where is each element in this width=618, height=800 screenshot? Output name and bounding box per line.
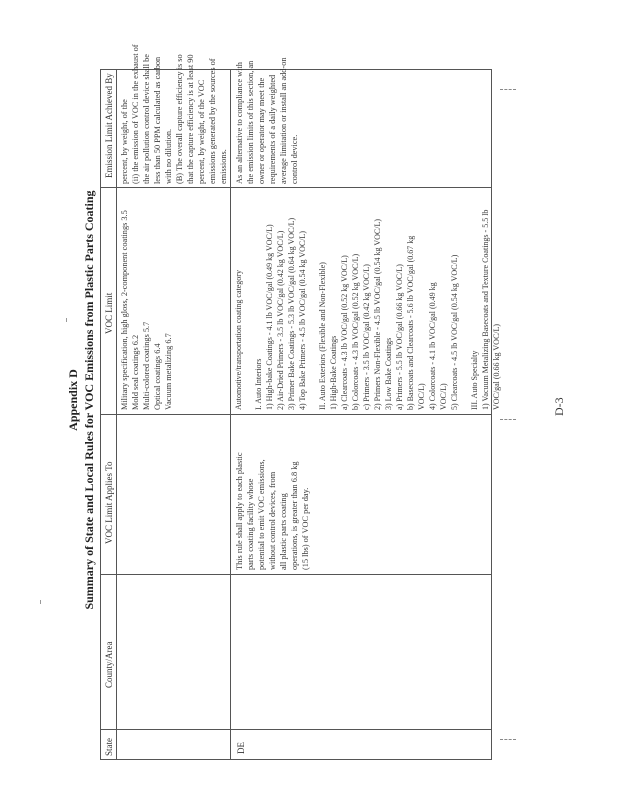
- page-number: D-3: [552, 397, 566, 416]
- table-bottom-border: [491, 70, 492, 760]
- col-border-2: [100, 574, 492, 575]
- list-item: VOC/gal (0.66 kg VOC/L): [492, 323, 501, 410]
- header-county: County/Area: [104, 641, 114, 688]
- list-item: 1) Vacuum Metalizing Basecoats and Texture Coatings - 5.5 lb: [481, 209, 490, 410]
- scan-mark: [500, 739, 516, 740]
- list-item: all plastic parts coating: [279, 493, 288, 570]
- list-item: requirements of a daily weighted: [268, 74, 277, 184]
- list-item: II. Auto Exteriors (Flexible and Non-Flexible): [318, 262, 327, 410]
- list-item: emissions.: [219, 149, 228, 184]
- list-item: with no dilution.: [164, 128, 173, 184]
- list-item: (ii) the emission of VOC in the exhaust of: [131, 44, 140, 184]
- list-item: without control devices, from: [268, 471, 277, 570]
- list-item: less than 50 PPM calculated as carbon: [153, 56, 162, 184]
- list-item: 3) Low Bake Coatings: [384, 337, 393, 410]
- list-item: average limitation or install an add-on: [279, 57, 288, 184]
- appendix-heading: Appendix D: [66, 369, 80, 431]
- list-item: 1) High-bake Coatings - 4.1 lb VOC/gal (0.49 kg VOC/L): [265, 224, 274, 410]
- list-item: a) Clearcoats - 4.3 lb VOC/gal (0.52 kg VOC/L): [340, 255, 349, 410]
- header-emission-limit: Emission Limit Achieved By: [104, 73, 114, 178]
- list-item: 1) High-Bake Coatings: [329, 335, 338, 410]
- list-item: parts coating facility whose: [246, 478, 255, 570]
- list-item: operations, is greater than 6.8 kg: [290, 461, 299, 570]
- spacer: [461, 210, 470, 410]
- list-item: VOC/L): [417, 383, 426, 410]
- list-item: c) Primers - 3.5 lb VOC/gal (0.42 kg VOC/L): [362, 264, 371, 410]
- list-item: 2) Primers Non-Flexible - 4.5 lb VOC/gal (0.54 kg VOC/L): [373, 218, 382, 410]
- list-item: I. Auto Interiors: [254, 358, 263, 410]
- list-item: percent, by weight, of the: [120, 99, 129, 184]
- top-row-voc-limits: [119, 210, 174, 410]
- list-item: control device.: [290, 134, 299, 184]
- list-item: that the capture efficiency is at least 90: [186, 54, 195, 184]
- list-item: 4) Top Bake Primers - 4.5 lb VOC/gal (0.54 kg VOC/L): [298, 231, 307, 410]
- col-border-1: [100, 729, 492, 730]
- list-item: Mold seal coatings 6.2: [131, 334, 140, 410]
- col-border-0: [100, 759, 492, 760]
- spacer: [309, 210, 318, 410]
- list-item: b) Basecoats and Clearcoats - 5.6 lb VOC/gal (0.67 kg: [406, 235, 415, 410]
- list-item: the air pollution control device shall be: [142, 54, 151, 184]
- scan-mark: [500, 89, 516, 90]
- list-item: (15 lbs) of VOC per day.: [301, 487, 310, 570]
- list-item: This rule shall apply to each plastic: [235, 452, 244, 570]
- list-item: As an alternative to compliance with: [235, 62, 244, 184]
- list-item: (B) The overall capture efficiency is so: [175, 54, 184, 184]
- scan-mark: [500, 419, 516, 420]
- de-applies-to: [234, 452, 311, 570]
- header-separator: [116, 70, 117, 760]
- table-top-border: [100, 70, 101, 760]
- list-item: emissions generated by the sources of: [208, 58, 217, 184]
- col-border-4: [100, 187, 492, 188]
- list-item: 3) Primer Bake Coatings - 5.3 lb VOC/gal (0.64 kg VOC/L): [287, 217, 296, 410]
- row-separator: [230, 70, 231, 760]
- spacer: [245, 210, 254, 410]
- de-emission: [234, 58, 300, 185]
- list-item: Vacuum metalizing 6.7: [164, 333, 173, 410]
- list-item: III. Auto Specialty: [470, 350, 479, 410]
- scan-speck: [66, 318, 67, 322]
- state-cell-de: DE: [236, 742, 246, 754]
- list-item: Multi-colored coatings 5.7: [142, 321, 151, 410]
- list-item: b) Colorcoats - 4.3 lb VOC/gal (0.52 kg VOC/L): [351, 253, 360, 410]
- de-voc-limits: [234, 210, 503, 410]
- document-title: Summary of State and Local Rules for VOC Emissions from Plastic Parts Coating: [82, 190, 96, 610]
- list-item: percent, by weight, of the VOC: [197, 79, 206, 184]
- scan-speck: [40, 600, 41, 604]
- list-item: Optical coatings 6.4: [153, 343, 162, 410]
- list-item: a) Primers - 5.5 lb VOC/gal (0.66 kg VOC/L): [395, 264, 404, 410]
- list-item: 2) Air-Dried Primers - 3.5 lb VOC/gal (0.42 kg VOC/L): [276, 230, 285, 410]
- list-item: owner or operator may meet the: [257, 77, 266, 184]
- list-item: 5) Clearcoats - 4.5 lb VOC/gal (0.54 kg VOC/L): [450, 254, 459, 410]
- list-item: VOC/L): [439, 383, 448, 410]
- list-item: 4) Colorcoats - 4.1 lb VOC/gal (0.49 kg: [428, 282, 437, 410]
- header-state: State: [104, 738, 114, 756]
- header-voc-limit: VOC Limit: [104, 292, 114, 334]
- col-border-3: [100, 414, 492, 415]
- list-item: Military specification, high gloss, 2-component coatings 3.5: [120, 210, 129, 410]
- list-item: the emission limits of this section, an: [246, 60, 255, 184]
- list-item: potential to emit VOC emissions,: [257, 459, 266, 570]
- top-row-emission: [119, 45, 229, 185]
- header-applies-to: VOC Limit Applies To: [104, 461, 114, 544]
- list-item: Automotive/transportation coating category: [234, 270, 243, 410]
